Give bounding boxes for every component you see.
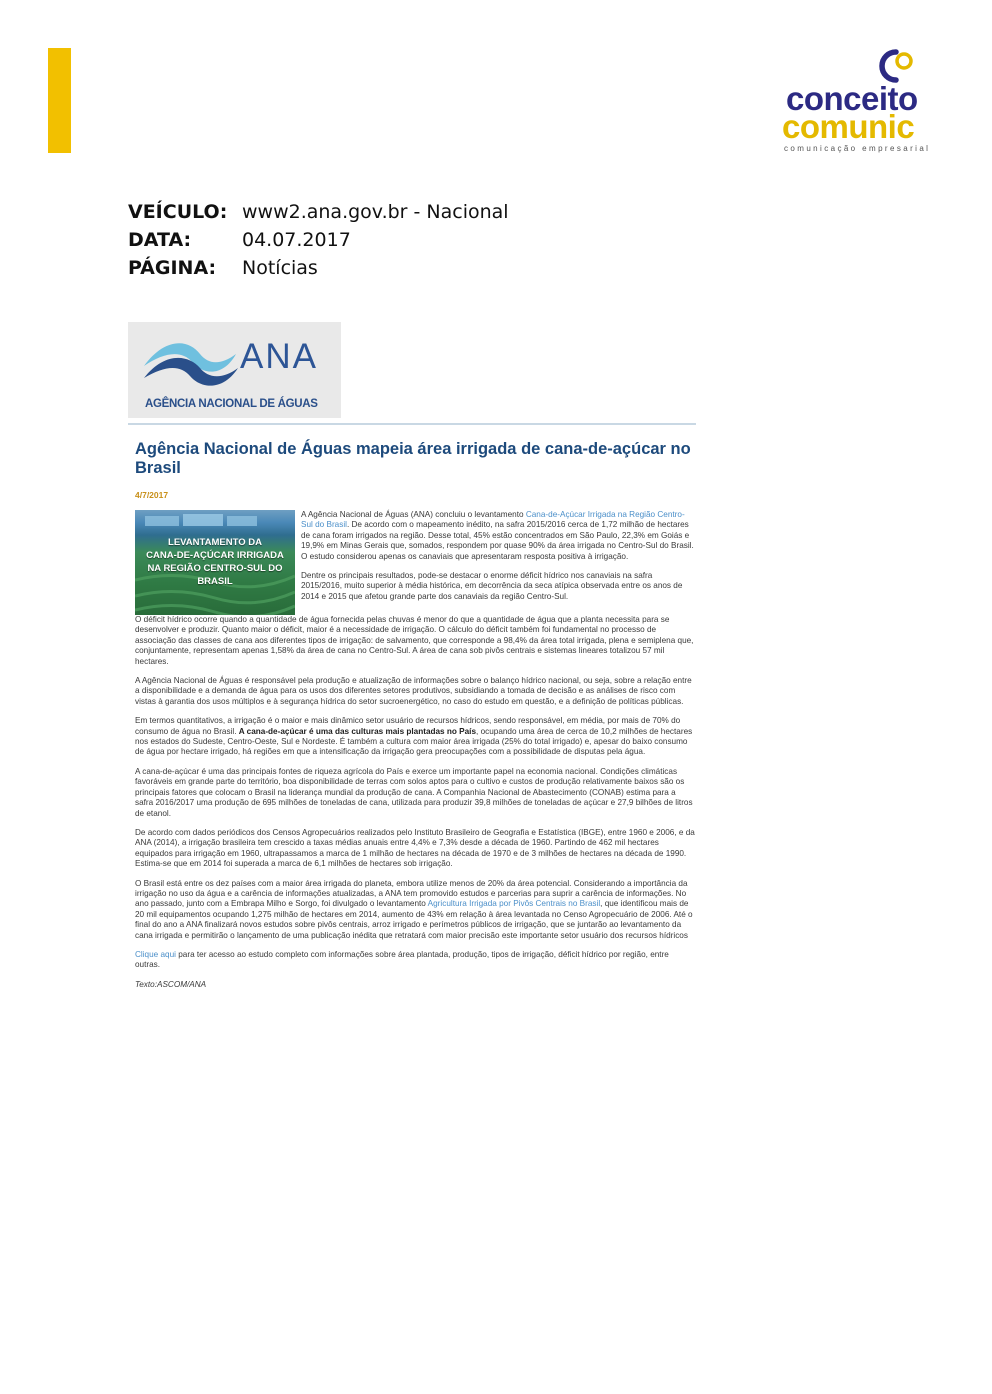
click-here-link[interactable]: Clique aqui: [135, 949, 176, 959]
paragraph-text: , ocupando uma área de cerca de 10,2 milhões de hectares nos estados do Sudeste, Centro-Oeste, Sul e Nordeste. É também a cultura com maior área irrigada (25% do total irrigado) e, apesar do baixo consumo de água por hectare irrigado, há regiões em que a intensificação da irrigação gera preocupações com a possibilidade de disputas pela água.: [135, 726, 693, 757]
data-label: DATA:: [128, 229, 192, 251]
yellow-accent-bar: [48, 48, 71, 153]
paragraph-8: [135, 879, 695, 941]
veiculo-value: www2.ana.gov.br - Nacional: [242, 201, 509, 223]
pivot-study-link[interactable]: Agricultura Irrigada por Pivôs Centrais no Brasil: [427, 899, 601, 909]
image-caption-line: CANA-DE-AÇÚCAR IRRIGADA: [146, 550, 284, 561]
paragraph-4: A Agência Nacional de Águas é responsável pela produção e atualização de informações sobre o balanço hídrico nacional, ou seja, sobre a relação entre a disponibilidade e a demanda de água para os usos dos diferentes setores produtivos, subsidiando a tomada de decisão e as análises de risco com vistas à garantia dos usos múltiplos e à segurança hídrica do setor sucroenergético, no caso do estudo em questão, e a definição de políticas públicas.: [135, 676, 692, 706]
logo-line-1: conceito: [786, 80, 918, 117]
logo-tagline: comunicação empresarial: [784, 144, 931, 153]
conceito-comunic-logo: [778, 44, 950, 156]
paragraph-1: [301, 510, 695, 562]
logo-line-2: comunic: [782, 108, 915, 145]
clipping-meta: [128, 198, 509, 282]
bold-highlight: A cana-de-açúcar é uma das culturas mais plantadas no País: [238, 726, 477, 736]
ana-subtitle: AGÊNCIA NACIONAL DE ÁGUAS: [145, 398, 318, 410]
paragraph-3: O déficit hídrico ocorre quando a quantidade de água fornecida pelas chuvas é menor do que a quantidade de água que a planta necessita para se desenvolver e produzir. Quanto maior o déficit, maior é a necessidade de irrigação. O cálculo do déficit também foi fundamental no processo de associação das classes de cana aos diferentes tipos de irrigação: de salvamento, que corresponde a 98,4% da área total irrigada, plena e semiplena que, conjuntamente, representam apenas 1,58% da área de cana no Centro-Sul. A área de cana sob pivôs centrais e sistemas lineares totalizou 57 mil hectares.: [135, 615, 694, 666]
paragraph-9: [135, 950, 695, 971]
paragraph-2: Dentre os principais resultados, pode-se destacar o enorme déficit hídrico nos canaviais na safra 2015/2016, muito superior à média histórica, em decorrência da seca atípica observada entre os anos de 2014 e 2015 que afetou grande parte dos canaviais da região Centro-Sul.: [301, 571, 683, 601]
image-caption-line: NA REGIÃO CENTRO-SUL DO BRASIL: [147, 563, 283, 587]
article-date: 4/7/2017: [135, 490, 169, 500]
paragraph-text: A Agência Nacional de Águas (ANA) concluiu o levantamento: [301, 510, 526, 519]
meta-row-veiculo: [128, 198, 509, 226]
ana-wordmark: ANA: [240, 337, 318, 376]
image-caption: [139, 536, 291, 588]
paragraph-5: [135, 716, 695, 758]
study-link[interactable]: Cana-de-Açúcar Irrigada na Região Centro-Sul do Brasil: [301, 510, 685, 530]
ana-waves-icon: [142, 332, 242, 392]
ana-logo: [128, 322, 341, 418]
pagina-label: PÁGINA:: [128, 257, 217, 279]
data-value: 04.07.2017: [242, 229, 351, 251]
article-title: Agência Nacional de Águas mapeia área irrigada de cana-de-açúcar no Brasil: [135, 440, 691, 477]
header-divider: [128, 423, 696, 425]
pagina-value: Notícias: [242, 257, 318, 279]
paragraph-text: O Brasil está entre os dez países com a maior área irrigada do planeta, embora utilize menos de 20% da área potencial. Considerando a importância da irrigação no uso da água e a carência de informações atualizadas, a ANA tem promovido estudos e parcerias para suprir a carência de informações. No ano passado, junto com a Embrapa Milho e Sorgo, foi divulgado o levantamento: [135, 878, 688, 909]
news-article: [135, 440, 695, 989]
veiculo-label: VEÍCULO:: [128, 201, 228, 223]
paragraph-7: De acordo com dados periódicos dos Censos Agropecuários realizados pelo Instituto Brasileiro de Geografia e Estatística (IBGE), entre 1960 e 2006, e da ANA (2014), a irrigação brasileira tem crescido a taxas médias anuais entre 4,4% e 7,3% desde a década de 1960. Partindo de 462 mil hectares equipados para irrigação em 1960, ultrapassamos a marca de 1 milhão de hectares na década de 1970 e de 3 milhões de hectares na década de 1990. Estima-se que em 2014 foi superada a marca de 6,1 milhões de hectares sob irrigação.: [135, 827, 695, 869]
paragraph-text: para ter acesso ao estudo completo com informações sobre área plantada, produção, tipos de irrigação, déficit hídrico por região, entre outras.: [135, 949, 669, 970]
paragraph-text: . De acordo com o mapeamento inédito, na safra 2015/2016 cerca de 1,72 milhão de hectares de cana foram irrigados na região. Desse total, 45% estão concentrados em São Paulo, 22,3% em Goiás e 19,9% em Minas Gerais que, somados, respondem por quase 90% da área irrigada no Centro-Sul do Brasil. O estudo considerou apenas os canaviais que apresentaram resposta positiva à irrigação.: [301, 520, 694, 561]
image-caption-line: LEVANTAMENTO DA: [168, 537, 262, 548]
paragraph-text: , que identificou mais de 20 mil equipamentos ocupando 1,275 milhão de hectares em 2014, aumento de 43% em relação à área levantada no Censo Agropecuário de 2006. Até o final do ano a ANA finalizará novos estudos sobre pivôs centrais, arroz irrigado e perímetros públicos de irrigação, que se juntarão ao levantamento da cana irrigada e permitirão o lançamento de uma publicação inédita que retratará com maior precisão este importante setor usuário dos recursos hídricos: [135, 899, 693, 940]
paragraph-6: A cana-de-açúcar é uma das principais fontes de riqueza agrícola do País e exerce um importante papel na economia nacional. Condições climáticas favoráveis em grande parte do território, boa disponibilidade de terras com solos aptos para o cultivo e custos de produção relativamente baixos são os principais fatores que colocam o Brasil na liderança mundial da produção de cana. A Companhia Nacional de Abastecimento (CONAB) estima para a safra 2016/2017 uma produção de 695 milhões de toneladas de cana, utilizada para produzir 39,8 milhões de toneladas de açúcar e 27,9 bilhões de litros de etanol.: [135, 766, 693, 818]
meta-row-pagina: [128, 254, 509, 282]
lead-text: [301, 510, 695, 615]
article-credit: Texto:ASCOM/ANA: [135, 979, 207, 989]
meta-row-data: [128, 226, 509, 254]
article-image: [135, 510, 295, 615]
paragraph-text: Em termos quantitativos, a irrigação é o maior e mais dinâmico setor usuário de recursos hídricos, sendo responsável, em média, por mais de 70% do consumo de água no Brasil.: [135, 716, 681, 736]
article-lead: [135, 510, 695, 615]
